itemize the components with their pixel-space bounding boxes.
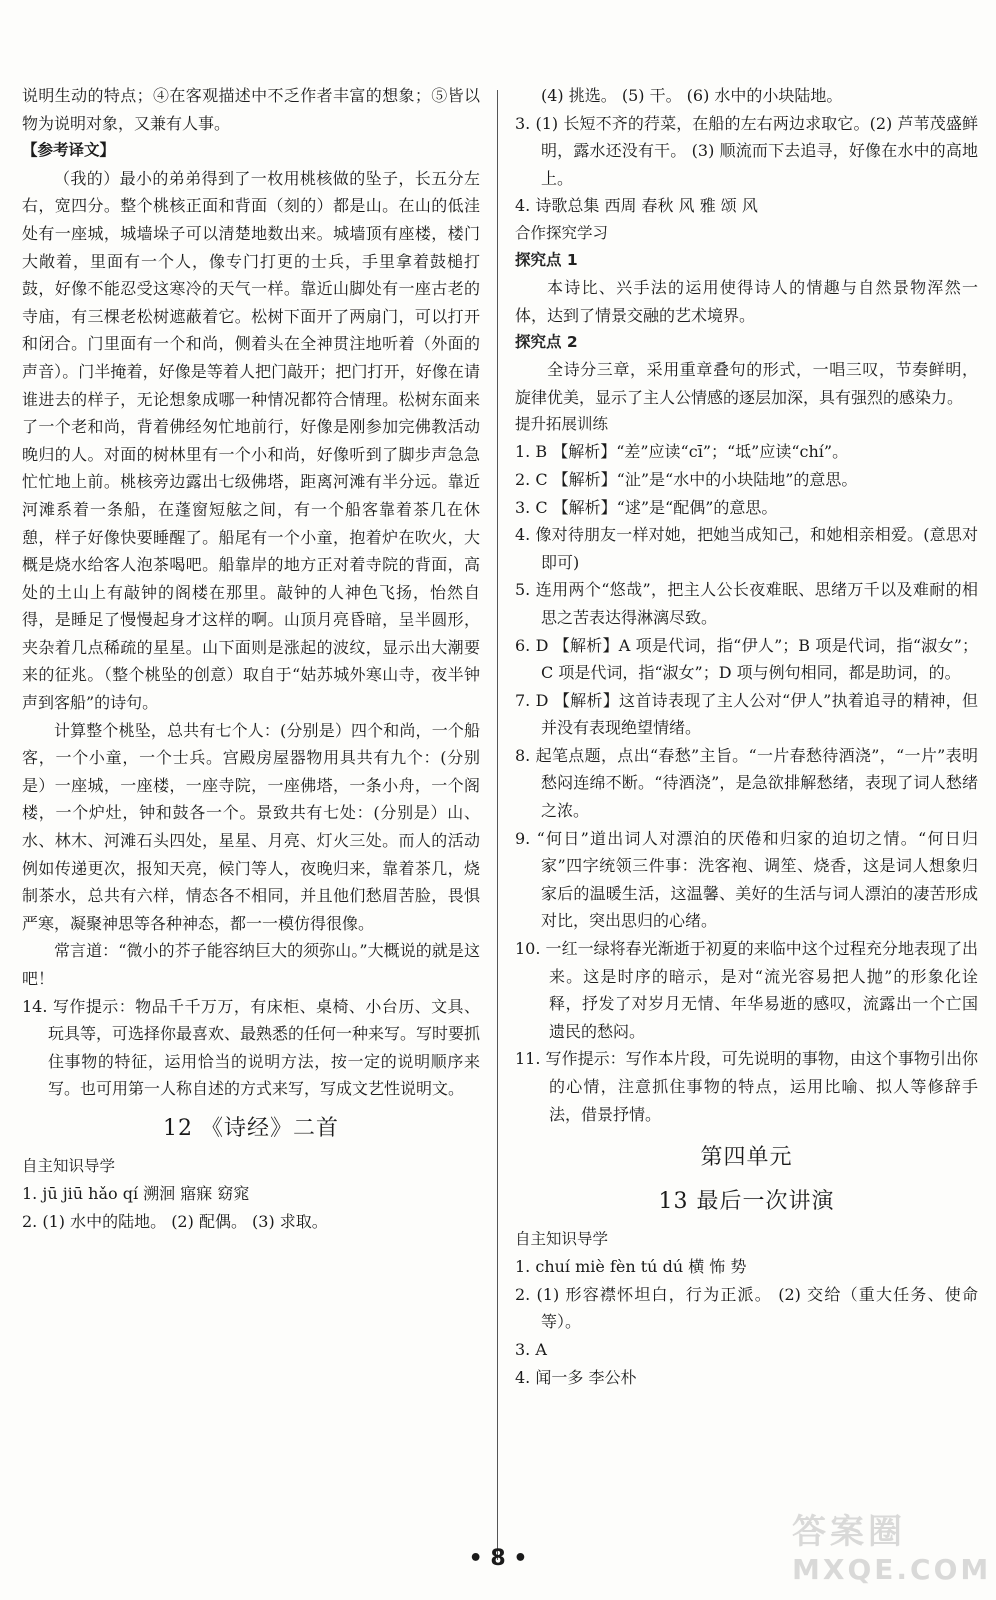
answer-item: 3. A — [515, 1339, 547, 1359]
answer-item: 10. 一红一绿将春光渐逝于初夏的来临中这个过程充分地表现了出来。这是时序的暗示，是对“流光容易把人抛”的形象化诠释，抒发了对岁月无情、年华易逝的感叹，流露出一个亡国遗民的愁闷。 — [515, 939, 978, 1041]
translation-paragraph: 常言道：“微小的芥子能容纳巨大的须弥山。”大概说的就是这吧！ — [22, 941, 480, 988]
text-line: 说明生动的特点；④在客观描述中不乏作者丰富的想象；⑤皆以物为说明对象，又兼有人事。 — [22, 86, 480, 133]
answer-item: 1. B 【解析】“差”应读“cī”；“坻”应读“chí”。 — [515, 442, 849, 462]
answer-item: 1. chuí miè fèn tú dú 横 怖 势 — [515, 1257, 747, 1277]
explore-point-1-text: 本诗比、兴手法的运用使得诗人的情趣与自然景物浑然一体，达到了情景交融的艺术境界。 — [515, 277, 978, 325]
section-cooperative: 合作探究学习 — [515, 223, 609, 242]
explore-point-1-label: 探究点 1 — [515, 250, 578, 269]
answer-item: 3. (1) 长短不齐的荇菜，在船的左右两边求取它。(2) 芦苇茂盛鲜明，露水还没有干。 (3) 顺流而下去追寻，好像在水中的高地上。 — [515, 113, 978, 188]
lesson-13-title: 13 最后一次讲演 — [658, 1189, 835, 1215]
translation-paragraph: （我的）最小的弟弟得到了一枚用桃核做的坠子，长五分左右，宽四分。整个桃核正面和背面（刻的）都是山。在山的低洼处有一座城，城墙垛子可以清楚地数出来。城墙顶有座楼，楼门大敞着，里面有一个人，像专门打更的士兵，手里拿着鼓槌打鼓，好像不能忍受这寒冷的天气一样。靠近山脚处有一座古老的寺庙，有三棵老松树遮蔽着它。松树下面开了两扇门，可以打开和闭合。门里面有一个和尚，侧着头在全神贯注地听着（外面的声音）。门半掩着，好像是等着人把门敲开；把门打开，好像在请谁进去的样子，无论想象成哪一种情况都符合情理。松树东面来了一个老和尚，背着佛经匆忙地前行，好像是刚参加完佛教活动晚归的人。对面的树林里有一个小和尚，好像听到了脚步声急急忙忙地上前。桃核旁边露出七级佛塔，距离河滩有半分远。靠近河滩系着一条船，在蓬窗短舷之间，有一个船客靠着茶几在休憩，样子好像快要睡醒了。船尾有一个小童，抱着炉在吹火，大概是烧水给客人泡茶喝吧。船靠岸的地方正对着寺院的背面，高处的土山上有敲钟的阁楼在那里。敲钟的人神色飞扬，怡然自得，是睡足了慢慢起身才这样的啊。山顶月亮昏暗，呈半圆形，夹杂着几点稀疏的星星。山下面则是涨起的波纹，显示出大潮要来的征兆。（整个桃坠的创意）取自于“姑苏城外寒山寺，夜半钟声到客船”的诗句。 — [22, 168, 480, 713]
answer-item: 5. 连用两个“悠哉”，把主人公长夜难眠、思绪万千以及难耐的相思之苦表达得淋漓尽致。 — [515, 580, 978, 627]
page-number: • 8 • — [468, 1546, 528, 1571]
answer-item: 9. “何日”道出词人对漂泊的厌倦和归家的迫切之情。“何日归家”四字统领三件事：洗客袍、调笙、烧香，这是词人想象归家后的温暖生活，这温馨、美好的生活与词人漂泊的凄苦形成对比，突出思归的心绪。 — [515, 828, 978, 931]
answer-item: 8. 起笔点题，点出“春愁”主旨。“一片春愁待酒浇”，“一片”表明愁闷连绵不断。“待酒浇”，是急欲排解愁绪，表现了词人愁绪之浓。 — [515, 745, 978, 821]
watermark-line-1: 答案圈 — [792, 1512, 906, 1552]
answer-item: 7. D 【解析】这首诗表现了主人公对“伊人”执着追寻的精神，但并没有表现绝望情绪。 — [515, 690, 978, 738]
section-self-study: 自主知识导学 — [22, 1156, 116, 1175]
explore-point-2-label: 探究点 2 — [515, 333, 578, 352]
answer-item: (4) 挑选。 (5) 干。 (6) 水中的小块陆地。 — [541, 86, 843, 105]
left-column — [22, 82, 480, 1235]
answer-item: 2. (1) 水中的陆地。 (2) 配偶。 (3) 求取。 — [22, 1211, 328, 1231]
answer-item: 6. D 【解析】A 项是代词，指“伊人”；B 项是代词，指“淑女”；C 项是代词，指“淑女”；D 项与例句相同，都是助词，的。 — [515, 635, 978, 683]
answer-item: 2. (1) 形容襟怀坦白，行为正派。 (2) 交给（重大任务、使命等）。 — [515, 1284, 978, 1332]
answer-item: 4. 闻一多 李公朴 — [515, 1367, 637, 1387]
translation-paragraph: 计算整个桃坠，总共有七个人：(分别是）四个和尚，一个船客，一个小童，一个士兵。宫殿房屋器物用具共有九个：(分别是）一座城，一座楼，一座寺院，一座佛塔，一条小舟，一个阁楼，一个炉灶，钟和鼓各一个。景致共有七处：(分别是）山、水、林木、河滩石头四处，星星、月亮、灯火三处。而人的活动例如传递更次，报知天亮，候门等人，夜晚归来，靠着茶几，烧制茶水，总共有六样，情态各不相同，并且他们愁眉苦脸，畏惧严寒，凝聚神思等各种神态，都一一模仿得很像。 — [22, 720, 480, 933]
right-column — [515, 82, 978, 1391]
unit-title: 第四单元 — [700, 1145, 793, 1171]
answer-item: 4. 像对待朋友一样对她，把她当成知己，和她相亲相爱。(意思对即可) — [515, 525, 978, 572]
answer-item: 1. jū jiū hǎo qí 溯洄 寤寐 窈窕 — [22, 1183, 250, 1203]
answer-item: 3. C 【解析】“逑”是“配偶”的意思。 — [515, 497, 778, 517]
answer-item: 2. C 【解析】“沚”是“水中的小块陆地”的意思。 — [515, 469, 858, 489]
section-improvement: 提升拓展训练 — [515, 415, 609, 434]
lesson-12-title: 12 《诗经》二首 — [163, 1115, 339, 1141]
ref-translation-label: 【参考译文】 — [22, 141, 116, 160]
answer-item: 4. 诗歌总集 西周 春秋 风 雅 颂 风 — [515, 196, 758, 216]
explore-point-2-text: 全诗分三章，采用重章叠句的形式，一唱三叹，节奏鲜明，旋律优美，显示了主人公情感的逐层加深，具有强烈的感染力。 — [515, 360, 978, 407]
section-self-study: 自主知识导学 — [515, 1230, 609, 1249]
answer-item-14: 14. 写作提示：物品千千万万，有床柜、桌椅、小台历、文具、玩具等，可选择你最喜欢、最熟悉的任何一种来写。写时要抓住事物的特征，运用恰当的说明方法，按一定的说明顺序来写。也可用第一人称自述的方式来写，写成文艺性说明文。 — [22, 996, 481, 1099]
watermark-logo — [792, 1504, 992, 1594]
watermark-line-2: MXQE.COM — [792, 1553, 992, 1586]
answer-item: 11. 写作提示：写作本片段，可先说明的事物，由这个事物引出你的心情，注意抓住事物的特点，运用比喻、拟人等修辞手法，借景抒情。 — [515, 1049, 978, 1124]
column-divider — [497, 90, 498, 1560]
